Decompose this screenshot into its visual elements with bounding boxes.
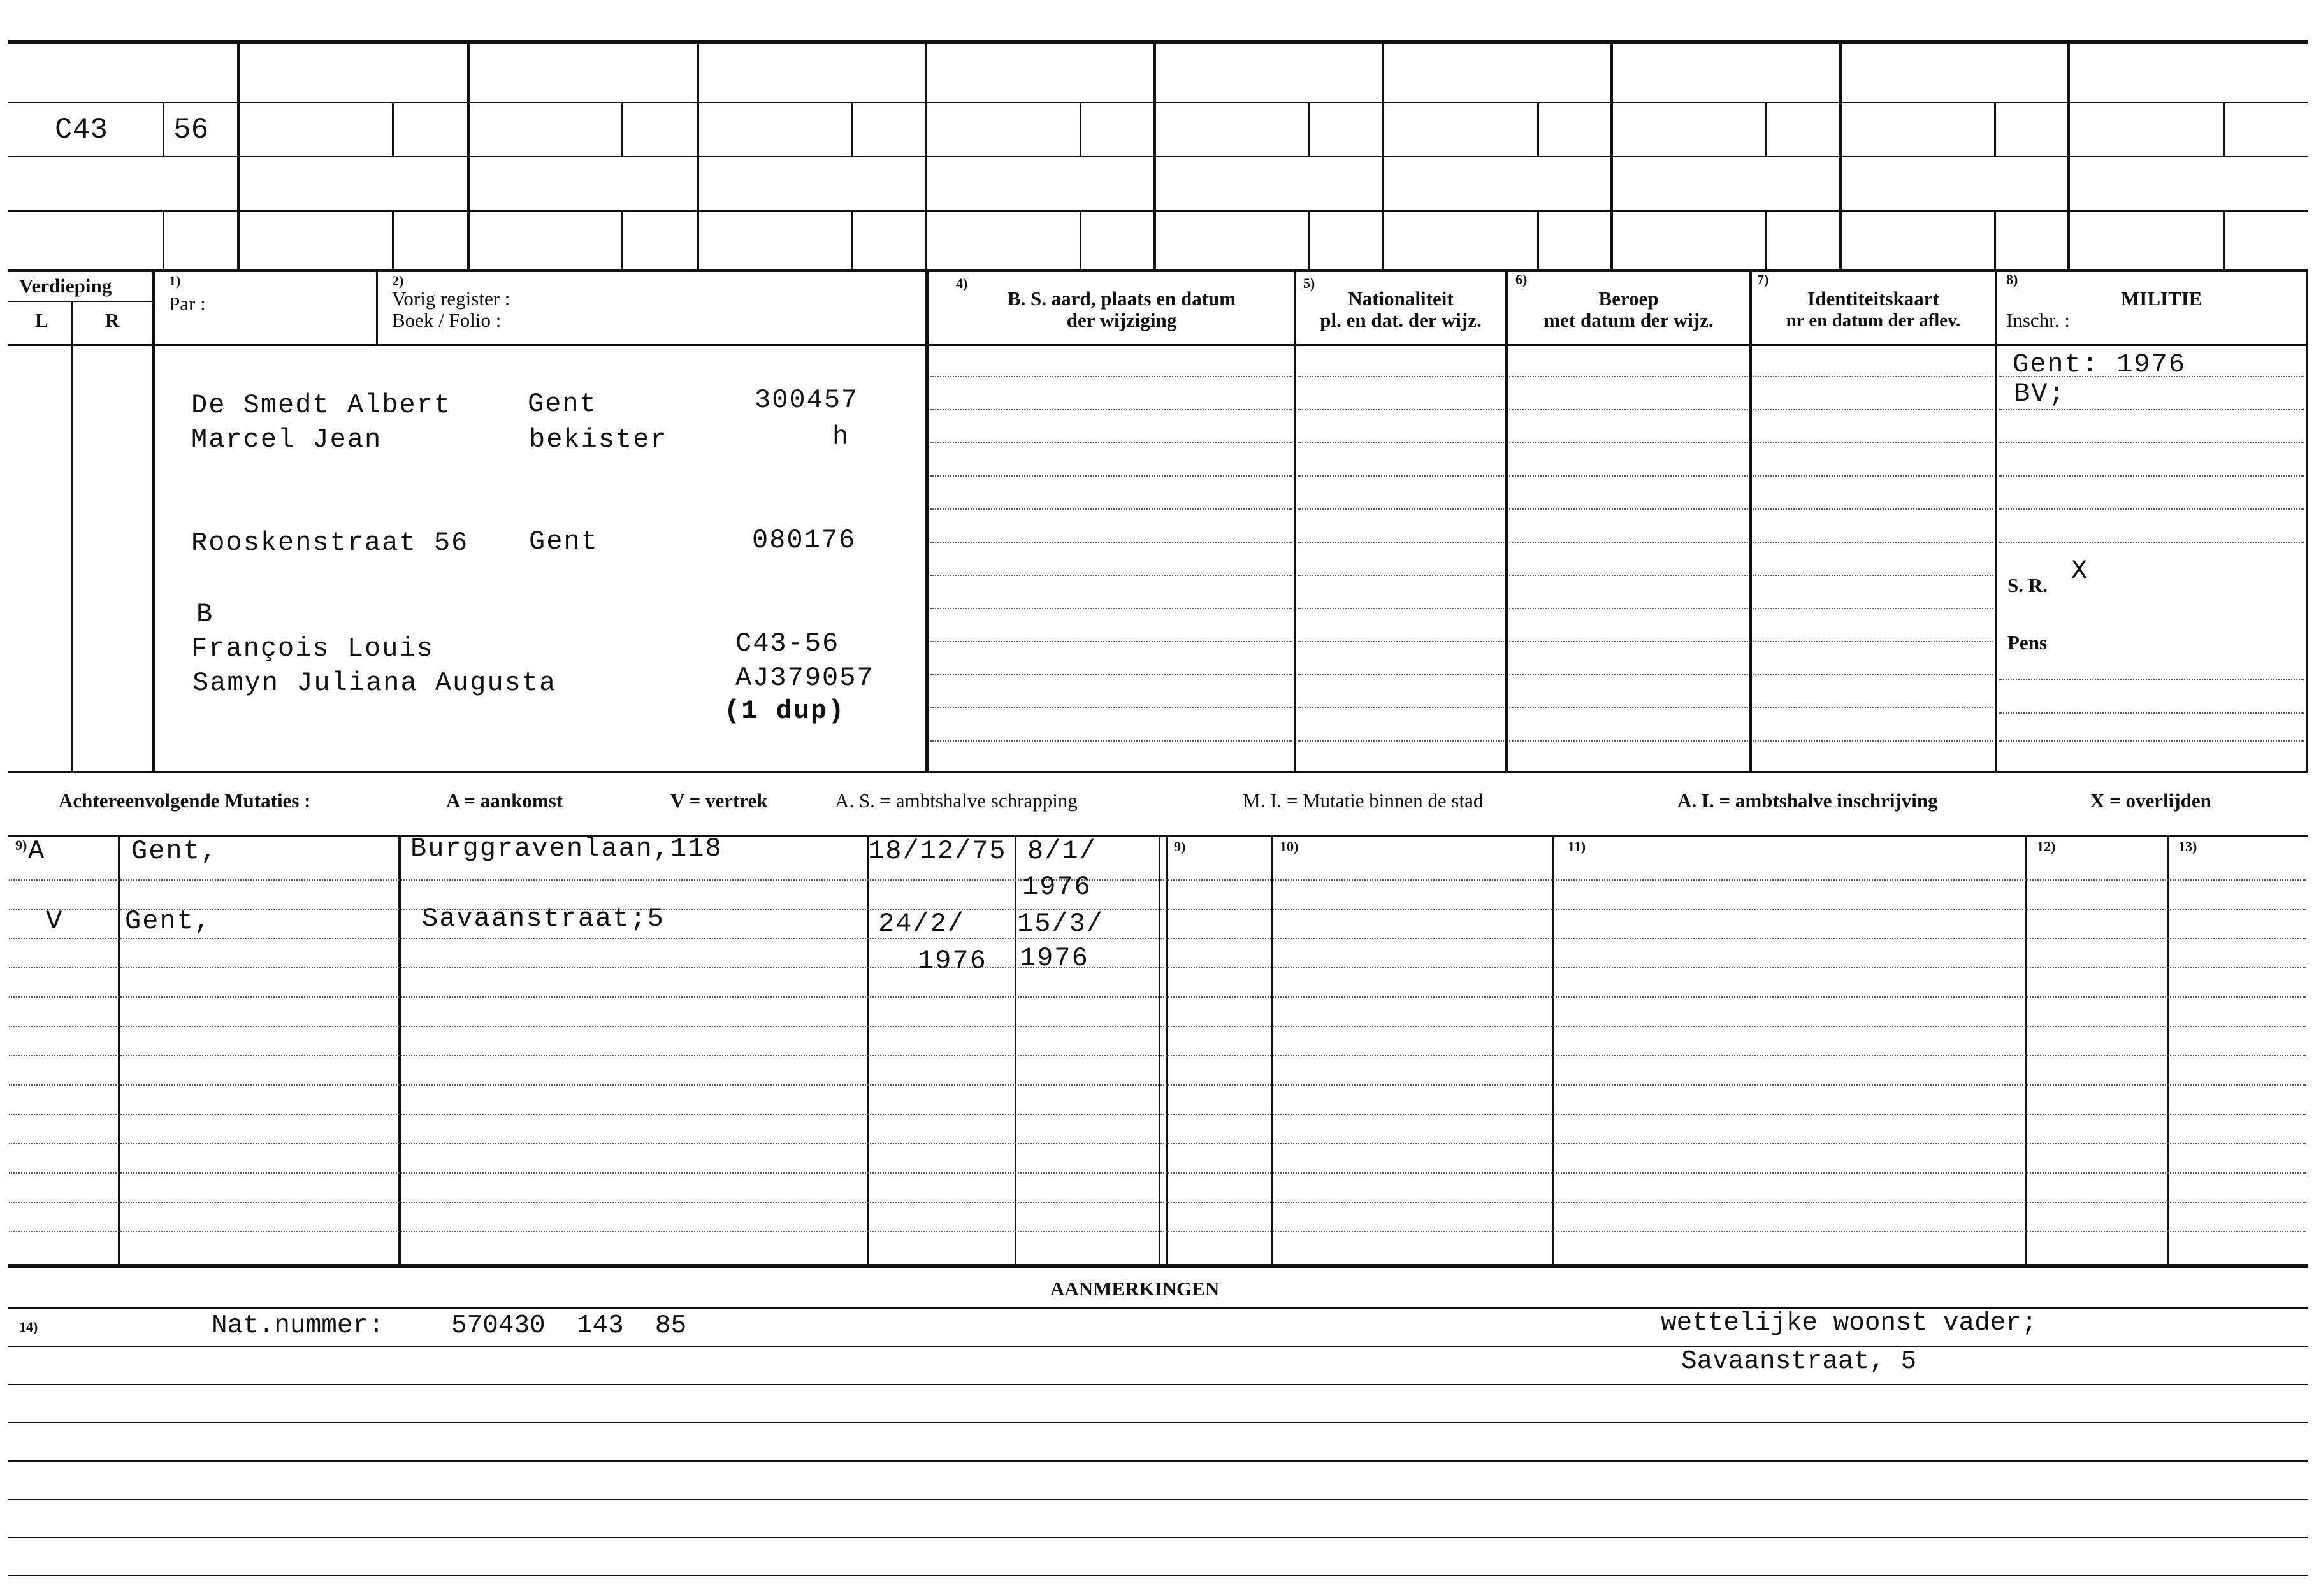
col5-line1: Nationaliteit bbox=[1348, 287, 1454, 310]
col2-line1: Vorig register : bbox=[392, 287, 510, 310]
col5-number: 5) bbox=[1303, 275, 1315, 291]
mutation-1-date1: 18/12/75 bbox=[868, 836, 1007, 866]
legend-title: Achtereenvolgende Mutaties : bbox=[59, 789, 311, 812]
person-address-city: Gent bbox=[529, 526, 598, 557]
sr-value: X bbox=[2071, 556, 2089, 586]
col7-number: 7) bbox=[1757, 271, 1769, 287]
col2-line2: Boek / Folio : bbox=[392, 309, 502, 331]
person-occupation: bekister bbox=[529, 424, 668, 455]
col5-line2: pl. en dat. der wijz. bbox=[1320, 309, 1482, 331]
mutation-1-date2-a: 8/1/ bbox=[1027, 836, 1097, 866]
person-mother: Samyn Juliana Augusta bbox=[192, 668, 557, 698]
legend-ai: A. I. = ambtshalve inschrijving bbox=[1677, 789, 1938, 812]
mutation-2-date2-b: 1976 bbox=[1020, 943, 1089, 974]
nat-number-value: 570430 143 85 bbox=[451, 1311, 687, 1341]
mutations-col11-number: 11) bbox=[1568, 838, 1586, 854]
person-father-ref: C43-56 bbox=[735, 628, 840, 659]
person-birth-place: Gent bbox=[528, 389, 597, 419]
col-l-label: L bbox=[35, 309, 48, 331]
verdieping-label: Verdieping bbox=[19, 275, 112, 297]
legend-as: A. S. = ambtshalve schrapping bbox=[835, 789, 1078, 812]
col6-number: 6) bbox=[1515, 271, 1528, 287]
col8-number: 8) bbox=[2006, 271, 2018, 287]
mutation-1-date2-b: 1976 bbox=[1022, 872, 1092, 902]
col4-number: 4) bbox=[956, 275, 968, 291]
mutation-2-type: V bbox=[46, 906, 64, 937]
pens-label: Pens bbox=[2007, 631, 2047, 654]
person-status: B bbox=[196, 599, 214, 629]
remarks-title: AANMERKINGEN bbox=[1050, 1277, 1220, 1300]
legend-x: X = overlijden bbox=[2090, 789, 2211, 812]
person-id-card: AJ379057 bbox=[735, 663, 874, 693]
remarks-number: 14) bbox=[19, 1319, 38, 1335]
col7-line1: Identiteitskaart bbox=[1807, 287, 1939, 310]
sr-label: S. R. bbox=[2007, 574, 2048, 596]
militie-inschr-value: Gent: 1976 bbox=[2013, 349, 2187, 380]
top-code: C43 bbox=[55, 113, 108, 147]
col6-line2: met datum der wijz. bbox=[1544, 309, 1714, 331]
mutations-col10-number: 10) bbox=[1280, 838, 1299, 854]
person-given: Marcel Jean bbox=[191, 424, 382, 455]
person-name: De Smedt Albert bbox=[191, 390, 452, 421]
militie-inschr-value2: BV; bbox=[2014, 378, 2066, 409]
mutation-1-street: Burggravenlaan,118 bbox=[410, 833, 723, 864]
col-r-label: R bbox=[105, 309, 120, 331]
col1-number: 1) bbox=[169, 273, 181, 289]
mutation-2-date1-b: 1976 bbox=[918, 945, 987, 976]
col2-number: 2) bbox=[392, 273, 404, 289]
mutation-1-city: Gent, bbox=[131, 836, 219, 866]
militie-title: MILITIE bbox=[2121, 287, 2202, 310]
person-father: François Louis bbox=[191, 633, 434, 664]
mutations-col13-number: 13) bbox=[2178, 838, 2197, 854]
mutation-1-type: A bbox=[28, 836, 46, 866]
col1-label: Par : bbox=[169, 292, 206, 315]
col4-line1: B. S. aard, plaats en datum bbox=[1007, 287, 1236, 310]
mutation-2-street: Savaanstraat;5 bbox=[422, 903, 665, 934]
person-address-date: 080176 bbox=[752, 525, 857, 556]
col4-line2: der wijziging bbox=[1066, 309, 1177, 331]
person-birth-date: 300457 bbox=[755, 385, 859, 415]
legend-v: V = vertrek bbox=[670, 789, 768, 812]
remarks-right-line1: wettelijke woonst vader; bbox=[1661, 1309, 2037, 1338]
mutation-2-city: Gent, bbox=[125, 906, 212, 937]
mutations-col9-number: 9) bbox=[1174, 838, 1186, 854]
mutations-col9a-number: 9) bbox=[15, 837, 27, 853]
person-sex: h bbox=[832, 422, 850, 452]
person-dup: (1 dup) bbox=[724, 696, 846, 726]
col7-line2: nr en datum der aflev. bbox=[1786, 310, 1961, 331]
mutations-col12-number: 12) bbox=[2037, 838, 2056, 854]
col6-line1: Beroep bbox=[1598, 287, 1659, 310]
legend-a: A = aankomst bbox=[446, 789, 563, 812]
mutation-2-date1-a: 24/2/ bbox=[878, 909, 965, 939]
mutation-2-date2-a: 15/3/ bbox=[1017, 909, 1104, 939]
person-address: Rooskenstraat 56 bbox=[191, 528, 469, 558]
legend-mi: M. I. = Mutatie binnen de stad bbox=[1243, 789, 1484, 812]
nat-number-label: Nat.nummer: bbox=[212, 1311, 384, 1341]
inschr-label: Inschr. : bbox=[2006, 309, 2070, 331]
top-number: 56 bbox=[173, 113, 209, 147]
remarks-right-line2: Savaanstraat, 5 bbox=[1681, 1347, 1917, 1376]
